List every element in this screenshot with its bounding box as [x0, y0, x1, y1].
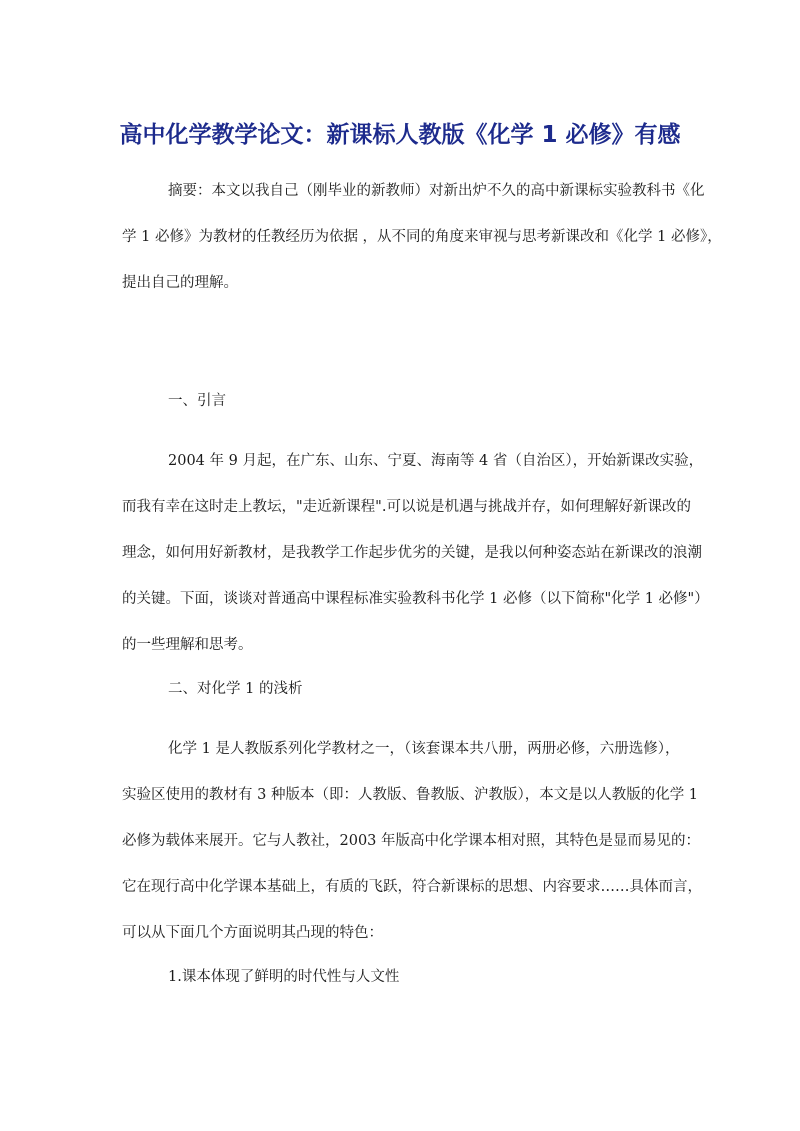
paragraph-line: 实验区使用的教材有 3 种版本（即：人教版、鲁教版、沪教版），本文是以人教版的化学 1: [122, 787, 699, 803]
paragraph-line: 的一些理解和思考。: [122, 637, 253, 653]
section-heading-analysis: 二、对化学 1 的浅析: [168, 681, 303, 697]
paragraph-line: 必修为载体来展开。它与人教社，2003 年版高中化学课本相对照，其特色是显而易见的：: [122, 833, 701, 849]
paragraph-line: 2004 年 9 月起，在广东、山东、宁夏、海南等 4 省（自治区），开始新课改实验，: [168, 453, 704, 469]
abstract-line: 学 1 必修》为教材的任教经历为依据 ，从不同的角度来审视与思考新课改和《化学 1 必修》，: [122, 229, 722, 245]
paragraph-line: 可以从下面几个方面说明其凸现的特色：: [122, 925, 383, 941]
paragraph-line: 化学 1 是人教版系列化学教材之一，（该套课本共八册，两册必修，六册选修），: [168, 741, 680, 757]
paragraph-line: 的关键。下面，谈谈对普通高中课程标准实验教科书化学 1 必修（以下简称"化学 1 必修"）: [122, 591, 709, 607]
paragraph-line: 而我有幸在这时走上教坛，"走近新课程".可以说是机遇与挑战并存，如何理解好新课改的: [122, 499, 691, 515]
abstract-paragraph: [122, 168, 722, 306]
section-heading-introduction: 一、引言: [168, 393, 226, 409]
document-title: 高中化学教学论文：新课标人教版《化学 1 必修》有感: [119, 122, 681, 148]
abstract-line: 提出自己的理解。: [122, 275, 238, 291]
subsection-heading-era-humanism: 1.课本体现了鲜明的时代性与人文性: [168, 969, 400, 985]
introduction-paragraph: [122, 438, 709, 668]
paragraph-line: 它在现行高中化学课本基础上，有质的飞跃，符合新课标的思想、内容要求……具体而言，: [122, 879, 702, 895]
paragraph-line: 理念，如何用好新教材，是我教学工作起步优劣的关键，是我以何种姿态站在新课改的浪潮: [122, 545, 702, 561]
analysis-paragraph: [122, 726, 702, 956]
abstract-line: 摘要：本文以我自己（刚毕业的新教师）对新出炉不久的高中新课标实验教科书《化: [168, 183, 705, 199]
